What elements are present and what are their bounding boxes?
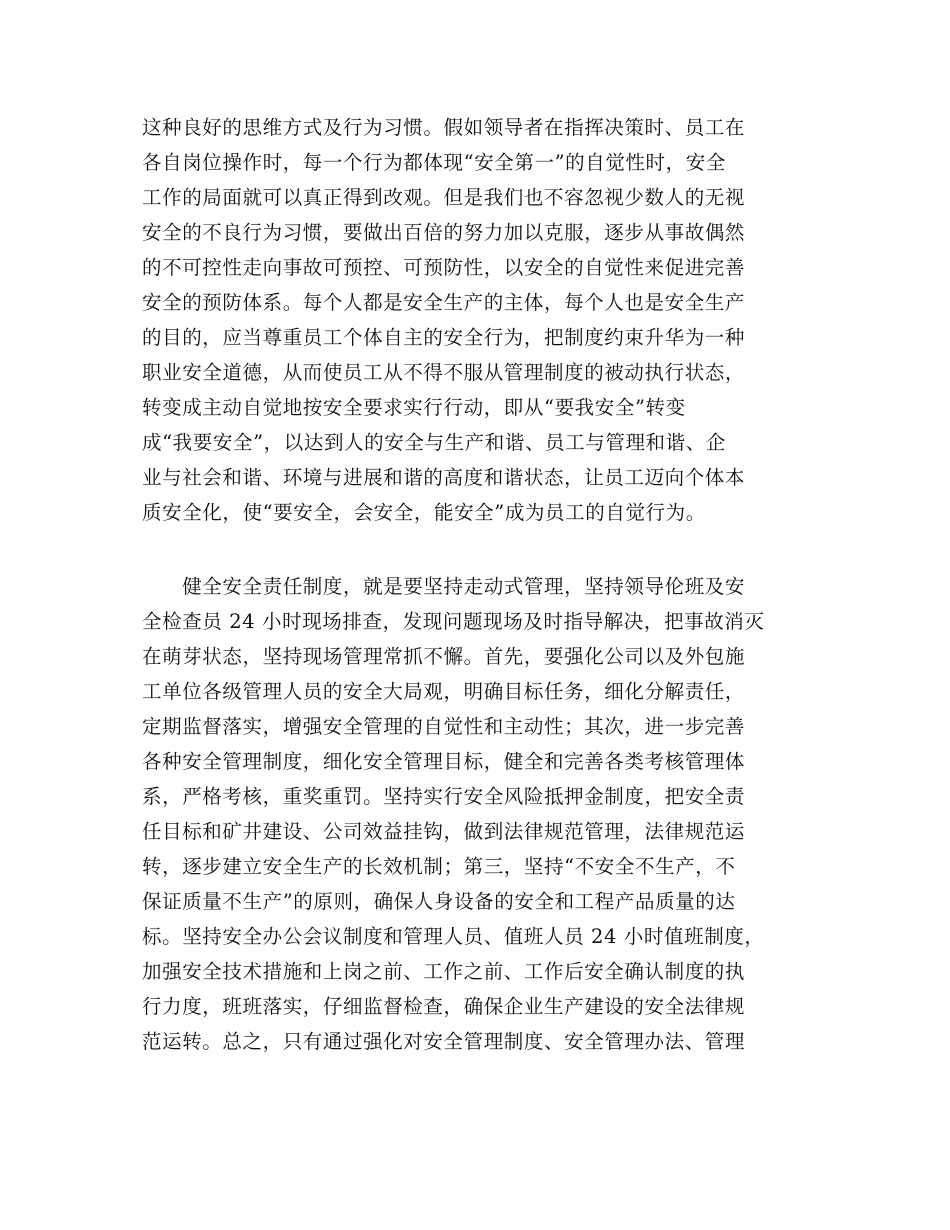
text-line: 工单位各级管理人员的安全大局观，明确目标任务，细化分解责任，	[142, 680, 746, 703]
text-line: 职业安全道德，从而使员工从不得不服从管理制度的被动执行状态，	[142, 361, 746, 384]
text-line: 任目标和矿井建设、公司效益挂钩，做到法律规范管理，法律规范运	[142, 820, 746, 843]
text-line: 的不可控性走向事故可预控、可预防性，以安全的自觉性来促进完善	[142, 256, 746, 279]
paragraph-safety-responsibility	[142, 569, 822, 1059]
text-line: 系，严格考核，重奖重罚。坚持实行安全风险抵押金制度，把安全责	[142, 785, 746, 808]
text-line: 成“我要安全”，以达到人的安全与生产和谐、员工与管理和谐、企	[142, 431, 726, 454]
text-line: 各自岗位操作时，每一个行为都体现“安全第一”的自觉性时，安全	[142, 151, 726, 174]
text-line: 转，逐步建立安全生产的长效机制；第三，坚持“不安全不生产，不	[142, 855, 736, 878]
text-line: 安全的预防体系。每个人都是安全生产的主体，每个人也是安全生产	[142, 291, 746, 314]
text-line: 各种安全管理制度，细化安全管理目标，健全和完善各类考核管理体	[142, 750, 746, 773]
text-line: 在萌芽状态，坚持现场管理常抓不懈。首先，要强化公司以及外包施	[142, 645, 746, 668]
text-line: 全检查员 24 小时现场排查，发现问题现场及时指导解决，把事故消灭	[142, 610, 765, 633]
text-line: 保证质量不生产”的原则，确保人身设备的安全和工程产品质量的达	[142, 890, 736, 913]
text-line: 定期监督落实，增强安全管理的自觉性和主动性；其次，进一步完善	[142, 715, 746, 738]
text-line: 工作的局面就可以真正得到改观。但是我们也不容忽视少数人的无视	[142, 186, 746, 209]
text-line: 健全安全责任制度，就是要坚持走动式管理，坚持领导伦班及安	[142, 575, 746, 598]
text-line: 标。坚持安全办公会议制度和管理人员、值班人员 24 小时值班制度，	[142, 925, 765, 948]
text-line: 行力度，班班落实，仔细监督检查，确保企业生产建设的安全法律规	[142, 995, 746, 1018]
paragraph-safety-habits	[142, 110, 822, 530]
text-line: 的目的，应当尊重员工个体自主的安全行为，把制度约束升华为一种	[142, 326, 746, 349]
text-line: 安全的不良行为习惯，要做出百倍的努力加以克服，逐步从事故偶然	[142, 221, 746, 244]
text-line: 转变成主动自觉地按安全要求实行行动，即从“要我安全”转变	[142, 396, 686, 419]
text-line: 加强安全技术措施和上岗之前、工作之前、工作后安全确认制度的执	[142, 960, 746, 983]
text-line: 范运转。总之，只有通过强化对安全管理制度、安全管理办法、管理	[142, 1030, 746, 1053]
text-line: 这种良好的思维方式及行为习惯。假如领导者在指挥决策时、员工在	[142, 116, 746, 139]
text-line: 业与社会和谐、环境与进展和谐的高度和谐状态，让员工迈向个体本	[142, 466, 746, 489]
text-line: 质安全化，使“要安全，会安全，能安全”成为员工的自觉行为。	[142, 501, 706, 524]
